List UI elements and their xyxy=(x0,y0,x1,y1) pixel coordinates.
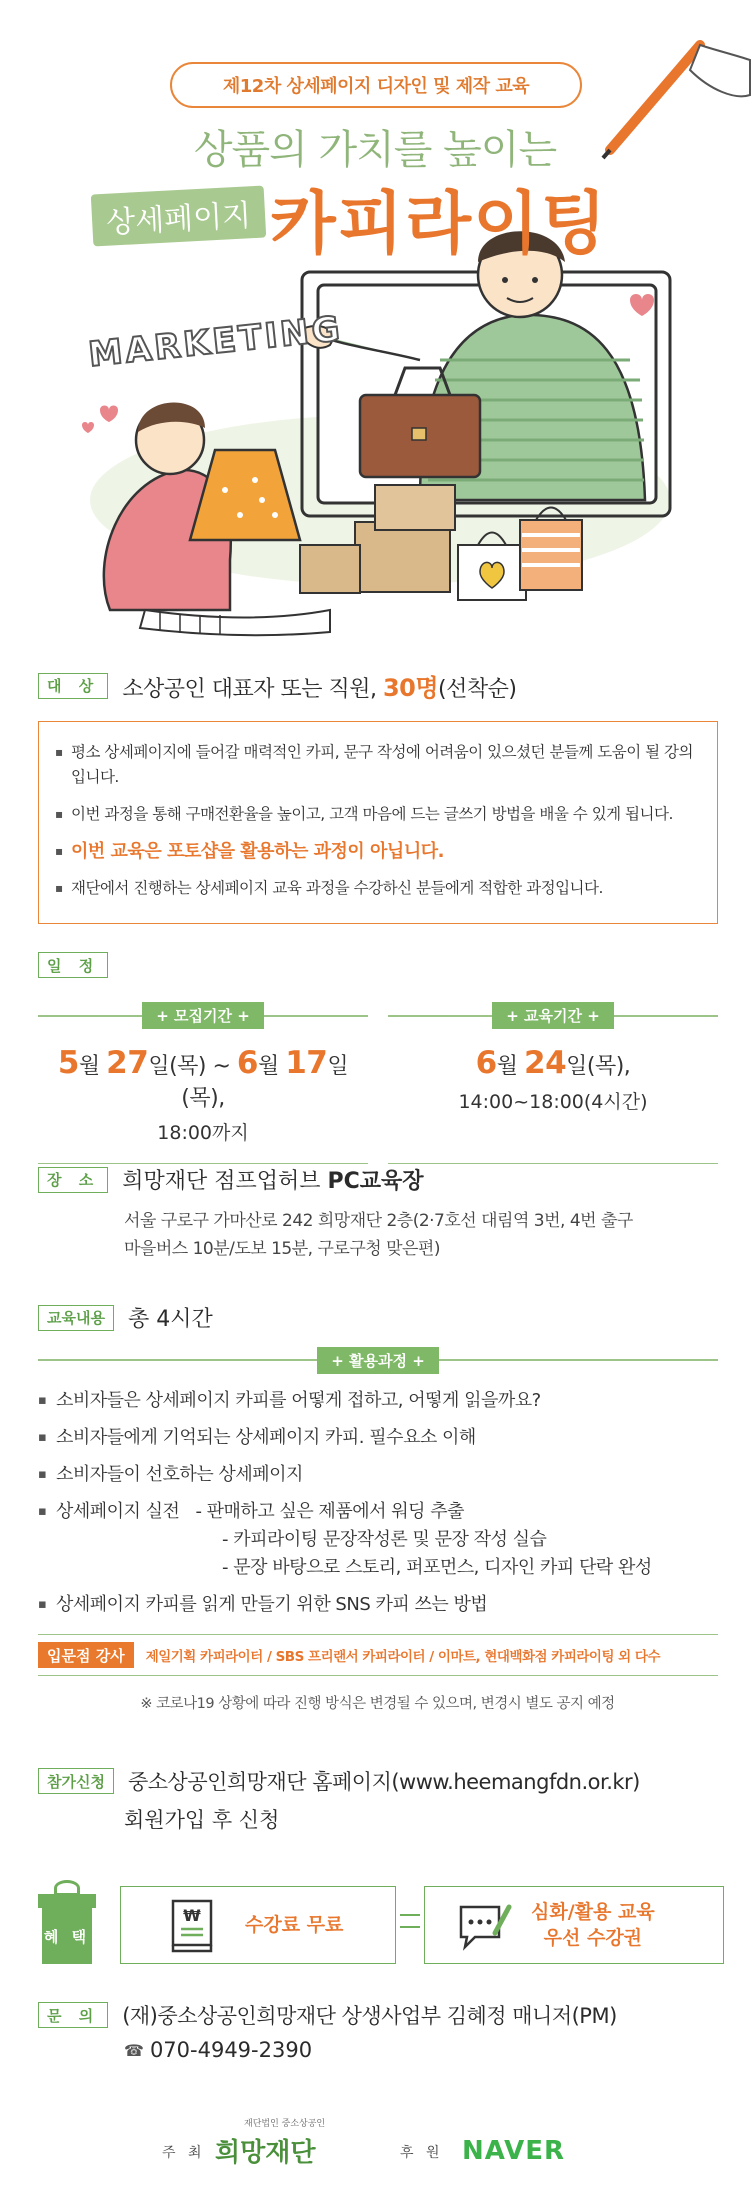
marketing-word: MARKETING xyxy=(86,308,345,376)
target-notes-box xyxy=(38,721,718,924)
benefit-section xyxy=(38,1880,728,1970)
benefit-priority-text: 심화/활용 교육 우선 수강권 xyxy=(531,1901,655,1949)
host-label: 주 최 xyxy=(162,2145,206,2161)
apply-label: 참가신청 xyxy=(38,1768,114,1794)
recruit-dates: 5월 27일(목) ~ 6월 17일(목), xyxy=(57,1045,349,1111)
instructor-text: 제일기획 카피라이터 / SBS 프리랜서 카피라이터 / 이마트, 현대백화점 카피라이팅 외 다수 xyxy=(145,1649,661,1665)
recruit-period xyxy=(38,1002,368,1164)
contact-phone xyxy=(124,2038,728,2062)
target-count: 30명 xyxy=(382,674,439,702)
usage-pill: + 활용과정 + xyxy=(317,1347,439,1374)
headline-title: 카피라이팅 xyxy=(270,185,609,264)
apply-section xyxy=(38,1766,728,1834)
edu-pill: + 교육기간 + xyxy=(492,1002,614,1029)
note-item-warning: ▪ 이번 교육은 포토샵을 활용하는 과정이 아닙니다. xyxy=(55,839,701,864)
usage-divider xyxy=(38,1347,718,1373)
detail-page-tag: 상세페이지 xyxy=(91,186,266,247)
schedule-section xyxy=(38,952,718,1164)
content-label: 교육내용 xyxy=(38,1305,114,1331)
receipt-icon xyxy=(159,1895,229,1955)
sponsor-label: 후 원 xyxy=(400,2145,444,2161)
host-logo: 희망재단 xyxy=(215,2138,316,2168)
recruit-time: 18:00까지 xyxy=(157,1122,249,1144)
phone-icon: ☎ xyxy=(124,2040,144,2060)
headline-subtitle: 상품의 가치를 높이는 xyxy=(193,127,557,173)
equals-sign xyxy=(400,1914,420,1928)
place-label: 장 소 xyxy=(38,1167,108,1193)
benefit-free xyxy=(120,1886,396,1964)
target-section xyxy=(38,668,718,924)
edu-time: 14:00~18:00(4시간) xyxy=(458,1091,648,1113)
contact-section xyxy=(38,2000,728,2062)
instructor-label: 입문점 강사 xyxy=(38,1642,134,1668)
course-title-pill: 제12차 상세페이지 디자인 및 제작 교육 xyxy=(170,62,582,108)
schedule-label: 일 정 xyxy=(38,952,108,978)
recruit-pill: + 모집기간 + xyxy=(142,1002,264,1029)
content-section xyxy=(38,1302,718,1628)
phone-number[interactable]: 070-4949-2390 xyxy=(149,2038,313,2062)
pen-hand-icon xyxy=(603,45,750,158)
content-hours: 총 4시간 xyxy=(127,1307,213,1332)
gift-icon xyxy=(38,1880,96,1966)
note-item: ▪ 평소 상세페이지에 들어갈 매력적인 카피, 문구 작성에 어려움이 있으셨던 분들께 도움이 될 강의입니다. xyxy=(55,740,701,790)
hero-illustration xyxy=(0,0,755,640)
target-label: 대 상 xyxy=(38,673,108,699)
benefit-priority xyxy=(424,1886,724,1964)
content-item-practice: ▪ 상세페이지 실전 - 판매하고 싶은 제품에서 워딩 추출 - 카피라이팅 문장작성론 및 문장 작성 실습 - 문장 바탕으로 스토리, 퍼포먼스, 디자인 카피 단락 완성 xyxy=(38,1498,718,1582)
benefit-label: 혜 택 xyxy=(42,1908,92,1964)
sponsor-logo: NAVER xyxy=(462,2136,566,2166)
apply-sub: 회원가입 후 신청 xyxy=(124,1808,280,1832)
heart-icon xyxy=(100,406,118,423)
place-address: 서울 구로구 가마산로 242 희망재단 2층(2·7호선 대림역 3번, 4번 출구 마을버스 10분/도보 15분, 구로구청 맞은편) xyxy=(124,1211,633,1259)
note-item: ▪ 이번 과정을 통해 구매전환율을 높이고, 고객 마음에 드는 글쓰기 방법을 배울 수 있게 됩니다. xyxy=(55,802,701,827)
content-item: ▪ 소비자들이 선호하는 상세페이지 xyxy=(38,1461,718,1489)
benefit-free-text: 수강료 무료 xyxy=(245,1914,344,1936)
host-org-small: 재단법인 중소상공인 xyxy=(244,2119,326,2129)
covid-note: ※ 코로나19 상황에 따라 진행 방식은 변경될 수 있으며, 변경시 별도 공지 예정 xyxy=(140,1696,615,1712)
content-list xyxy=(38,1387,718,1619)
footer xyxy=(0,2110,755,2180)
contact-text: (재)중소상공인희망재단 상생사업부 김혜정 매니저(PM) xyxy=(122,2004,617,2028)
note-item: ▪ 재단에서 진행하는 상세페이지 교육 과정을 수강하신 분들에게 적합한 과정입니다. xyxy=(55,876,701,901)
edu-period xyxy=(388,1002,718,1164)
target-text: 소상공인 대표자 또는 직원, 30명(선착순) xyxy=(122,674,517,702)
edu-date: 6월 24일(목), xyxy=(475,1045,631,1081)
place-section xyxy=(38,1164,728,1263)
heart-icon xyxy=(82,422,94,433)
speech-bubble-icon xyxy=(453,1897,513,1953)
contact-label: 문 의 xyxy=(38,2002,108,2028)
svg-text:₩: ₩ xyxy=(183,1906,201,1925)
instructor-section xyxy=(38,1634,718,1676)
content-item: ▪ 소비자들에게 기억되는 상세페이지 카피. 필수요소 이해 xyxy=(38,1424,718,1452)
content-item: ▪ 상세페이지 카피를 읽게 만들기 위한 SNS 카피 쓰는 방법 xyxy=(38,1591,718,1619)
apply-text[interactable]: 중소상공인희망재단 홈페이지(www.heemangfdn.or.kr) xyxy=(127,1770,640,1794)
content-item: ▪ 소비자들은 상세페이지 카피를 어떻게 접하고, 어떻게 읽을까요? xyxy=(38,1387,718,1415)
place-name: 희망재단 점프업허브 PC교육장 xyxy=(122,1169,424,1194)
